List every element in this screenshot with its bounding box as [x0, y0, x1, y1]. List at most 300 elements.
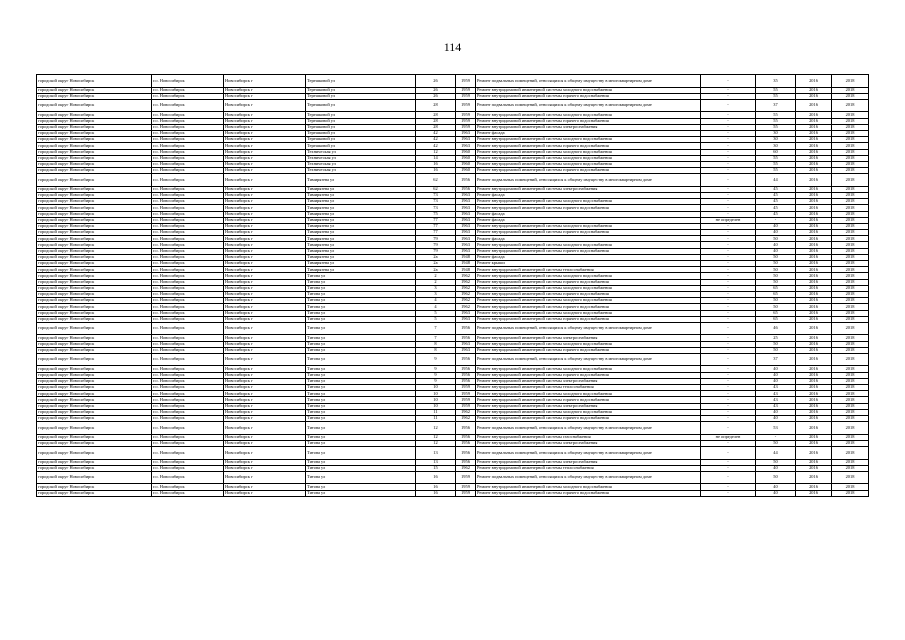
- value-cell: 46: [756, 322, 796, 335]
- work-type-cell: Ремонт внутридомовой инженерной системы горячего водоснабжения: [476, 291, 701, 297]
- value-cell: 50: [756, 347, 796, 353]
- start-year-cell: 2016: [796, 465, 832, 471]
- year-cell: 1962: [456, 285, 476, 291]
- value-cell: 40: [756, 223, 796, 229]
- status-cell: -: [701, 186, 756, 192]
- district-cell: городской округ Новосибирск: [37, 465, 152, 471]
- district-cell: городской округ Новосибирск: [37, 130, 152, 136]
- status-cell: -: [701, 273, 756, 279]
- year-cell: 1959: [456, 385, 476, 391]
- value-cell: 55: [756, 161, 796, 167]
- municipality-cell: г.о. Новосибирск: [152, 199, 224, 205]
- year-cell: 1956: [456, 186, 476, 192]
- work-type-cell: Ремонт внутридомовой инженерной системы холодного водоснабжения: [476, 223, 701, 229]
- table-row: [37, 322, 869, 335]
- work-type-cell: Ремонт подвальных помещений, относящихся к общему имуществу в многоквартирном доме: [476, 174, 701, 187]
- house-cell: 26: [416, 75, 456, 88]
- value-cell: 50: [756, 279, 796, 285]
- district-cell: городской округ Новосибирск: [37, 217, 152, 223]
- city-cell: Новосибирск г: [224, 440, 306, 446]
- start-year-cell: 2016: [796, 130, 832, 136]
- year-cell: 1963: [456, 316, 476, 322]
- end-year-cell: 2018: [832, 335, 869, 341]
- value-cell: 40: [756, 378, 796, 384]
- house-cell: 11: [416, 409, 456, 415]
- street-cell: Титова ул: [306, 471, 416, 484]
- work-type-cell: Ремонт внутридомовой инженерной системы горячего водоснабжения: [476, 205, 701, 211]
- end-year-cell: 2018: [832, 93, 869, 99]
- city-cell: Новосибирск г: [224, 291, 306, 297]
- start-year-cell: 2016: [796, 310, 832, 316]
- city-cell: Новосибирск г: [224, 174, 306, 187]
- municipality-cell: г.о. Новосибирск: [152, 143, 224, 149]
- start-year-cell: 2016: [796, 236, 832, 242]
- end-year-cell: 2018: [832, 415, 869, 421]
- house-cell: 11: [416, 415, 456, 421]
- street-cell: Терешковой ул: [306, 75, 416, 88]
- municipality-cell: г.о. Новосибирск: [152, 186, 224, 192]
- end-year-cell: 2018: [832, 99, 869, 112]
- work-type-cell: Ремонт внутридомовой инженерной системы холодного водоснабжения: [476, 155, 701, 161]
- municipality-cell: г.о. Новосибирск: [152, 149, 224, 155]
- end-year-cell: 2018: [832, 366, 869, 372]
- end-year-cell: 2018: [832, 254, 869, 260]
- house-cell: 10: [416, 403, 456, 409]
- year-cell: 1956: [456, 434, 476, 440]
- status-cell: -: [701, 168, 756, 174]
- start-year-cell: 2016: [796, 322, 832, 335]
- status-cell: -: [701, 304, 756, 310]
- end-year-cell: 2018: [832, 186, 869, 192]
- value-cell: 30: [756, 143, 796, 149]
- year-cell: 1962: [456, 279, 476, 285]
- house-cell: 7: [416, 322, 456, 335]
- status-cell: -: [701, 385, 756, 391]
- house-cell: 28: [416, 112, 456, 118]
- district-cell: городской округ Новосибирск: [37, 248, 152, 254]
- work-type-cell: Ремонт внутридомовой инженерной системы газоснабжения: [476, 434, 701, 440]
- year-cell: 1962: [456, 415, 476, 421]
- district-cell: городской округ Новосибирск: [37, 391, 152, 397]
- start-year-cell: 2016: [796, 341, 832, 347]
- start-year-cell: 2016: [796, 273, 832, 279]
- street-cell: Титова ул: [306, 465, 416, 471]
- value-cell: -: [756, 434, 796, 440]
- street-cell: Титова ул: [306, 397, 416, 403]
- value-cell: 40: [756, 465, 796, 471]
- status-cell: -: [701, 440, 756, 446]
- house-cell: 79: [416, 236, 456, 242]
- year-cell: 1963: [456, 341, 476, 347]
- status-cell: -: [701, 366, 756, 372]
- city-cell: Новосибирск г: [224, 199, 306, 205]
- district-cell: городской округ Новосибирск: [37, 385, 152, 391]
- house-cell: 42: [416, 143, 456, 149]
- city-cell: Новосибирск г: [224, 223, 306, 229]
- street-cell: Тимирязева ул: [306, 217, 416, 223]
- work-type-cell: Ремонт внутридомовой инженерной системы горячего водоснабжения: [476, 248, 701, 254]
- value-cell: 65: [756, 285, 796, 291]
- district-cell: городской округ Новосибирск: [37, 267, 152, 273]
- street-cell: Титова ул: [306, 273, 416, 279]
- municipality-cell: г.о. Новосибирск: [152, 304, 224, 310]
- city-cell: Новосибирск г: [224, 372, 306, 378]
- street-cell: Терешковой ул: [306, 93, 416, 99]
- start-year-cell: 2016: [796, 223, 832, 229]
- city-cell: Новосибирск г: [224, 385, 306, 391]
- start-year-cell: 2016: [796, 304, 832, 310]
- year-cell: 1959: [456, 87, 476, 93]
- district-cell: городской округ Новосибирск: [37, 279, 152, 285]
- city-cell: Новосибирск г: [224, 341, 306, 347]
- end-year-cell: 2018: [832, 440, 869, 446]
- value-cell: 37: [756, 99, 796, 112]
- district-cell: городской округ Новосибирск: [37, 242, 152, 248]
- status-cell: -: [701, 112, 756, 118]
- municipality-cell: г.о. Новосибирск: [152, 279, 224, 285]
- year-cell: 1959: [456, 490, 476, 496]
- street-cell: Техническая ул: [306, 161, 416, 167]
- value-cell: 50: [756, 273, 796, 279]
- city-cell: Новосибирск г: [224, 205, 306, 211]
- end-year-cell: 2018: [832, 403, 869, 409]
- status-cell: -: [701, 174, 756, 187]
- end-year-cell: 2018: [832, 143, 869, 149]
- district-cell: городской округ Новосибирск: [37, 254, 152, 260]
- street-cell: Титова ул: [306, 422, 416, 435]
- city-cell: Новосибирск г: [224, 168, 306, 174]
- status-cell: -: [701, 335, 756, 341]
- municipality-cell: г.о. Новосибирск: [152, 434, 224, 440]
- street-cell: Терешковой ул: [306, 87, 416, 93]
- house-cell: 2а: [416, 267, 456, 273]
- value-cell: 50: [756, 341, 796, 347]
- year-cell: 1956: [456, 372, 476, 378]
- end-year-cell: 2018: [832, 465, 869, 471]
- work-type-cell: Ремонт крыши: [476, 261, 701, 267]
- status-cell: -: [701, 137, 756, 143]
- start-year-cell: 2016: [796, 112, 832, 118]
- year-cell: 1956: [456, 335, 476, 341]
- street-cell: Тимирязева ул: [306, 199, 416, 205]
- start-year-cell: 2016: [796, 155, 832, 161]
- start-year-cell: 2016: [796, 149, 832, 155]
- status-cell: -: [701, 149, 756, 155]
- year-cell: 1963: [456, 223, 476, 229]
- end-year-cell: 2018: [832, 217, 869, 223]
- start-year-cell: 2016: [796, 447, 832, 460]
- work-type-cell: Ремонт внутридомовой инженерной системы горячего водоснабжения: [476, 490, 701, 496]
- start-year-cell: 2016: [796, 248, 832, 254]
- city-cell: Новосибирск г: [224, 192, 306, 198]
- status-cell: -: [701, 322, 756, 335]
- value-cell: 43: [756, 385, 796, 391]
- city-cell: Новосибирск г: [224, 298, 306, 304]
- district-cell: городской округ Новосибирск: [37, 143, 152, 149]
- status-cell: -: [701, 279, 756, 285]
- municipality-cell: г.о. Новосибирск: [152, 440, 224, 446]
- year-cell: 1956: [456, 440, 476, 446]
- value-cell: 50: [756, 440, 796, 446]
- year-cell: 1948: [456, 261, 476, 267]
- house-cell: 62: [416, 186, 456, 192]
- municipality-cell: г.о. Новосибирск: [152, 415, 224, 421]
- year-cell: 1959: [456, 118, 476, 124]
- end-year-cell: 2018: [832, 471, 869, 484]
- municipality-cell: г.о. Новосибирск: [152, 124, 224, 130]
- end-year-cell: 2018: [832, 199, 869, 205]
- table-body: [37, 75, 869, 497]
- municipality-cell: г.о. Новосибирск: [152, 341, 224, 347]
- end-year-cell: 2018: [832, 174, 869, 187]
- year-cell: 1948: [456, 267, 476, 273]
- municipality-cell: г.о. Новосибирск: [152, 137, 224, 143]
- house-cell: 28: [416, 118, 456, 124]
- value-cell: 55: [756, 93, 796, 99]
- value-cell: 45: [756, 211, 796, 217]
- work-type-cell: Ремонт внутридомовой инженерной системы холодного водоснабжения: [476, 484, 701, 490]
- start-year-cell: 2016: [796, 93, 832, 99]
- street-cell: Титова ул: [306, 409, 416, 415]
- city-cell: Новосибирск г: [224, 304, 306, 310]
- city-cell: Новосибирск г: [224, 415, 306, 421]
- municipality-cell: г.о. Новосибирск: [152, 447, 224, 460]
- end-year-cell: 2018: [832, 385, 869, 391]
- end-year-cell: 2018: [832, 322, 869, 335]
- value-cell: 45: [756, 199, 796, 205]
- district-cell: городской округ Новосибирск: [37, 261, 152, 267]
- district-cell: городской округ Новосибирск: [37, 137, 152, 143]
- municipality-cell: г.о. Новосибирск: [152, 298, 224, 304]
- house-cell: 9: [416, 353, 456, 366]
- street-cell: Тимирязева ул: [306, 267, 416, 273]
- municipality-cell: г.о. Новосибирск: [152, 353, 224, 366]
- start-year-cell: 2016: [796, 471, 832, 484]
- street-cell: Титова ул: [306, 490, 416, 496]
- municipality-cell: г.о. Новосибирск: [152, 254, 224, 260]
- start-year-cell: 2016: [796, 217, 832, 223]
- status-cell: -: [701, 391, 756, 397]
- house-cell: 77: [416, 223, 456, 229]
- start-year-cell: 2016: [796, 192, 832, 198]
- street-cell: Тимирязева ул: [306, 261, 416, 267]
- year-cell: 1959: [456, 397, 476, 403]
- value-cell: 55: [756, 124, 796, 130]
- city-cell: Новосибирск г: [224, 211, 306, 217]
- status-cell: -: [701, 353, 756, 366]
- district-cell: городской округ Новосибирск: [37, 161, 152, 167]
- value-cell: 45: [756, 192, 796, 198]
- district-cell: городской округ Новосибирск: [37, 298, 152, 304]
- start-year-cell: 2016: [796, 378, 832, 384]
- year-cell: 1960: [456, 149, 476, 155]
- end-year-cell: 2018: [832, 397, 869, 403]
- municipality-cell: г.о. Новосибирск: [152, 285, 224, 291]
- district-cell: городской округ Новосибирск: [37, 155, 152, 161]
- start-year-cell: 2016: [796, 285, 832, 291]
- district-cell: городской округ Новосибирск: [37, 87, 152, 93]
- year-cell: 1959: [456, 391, 476, 397]
- house-cell: 10: [416, 385, 456, 391]
- city-cell: Новосибирск г: [224, 403, 306, 409]
- work-type-cell: Ремонт подвальных помещений, относящихся к общему имуществу в многоквартирном доме: [476, 322, 701, 335]
- municipality-cell: г.о. Новосибирск: [152, 409, 224, 415]
- year-cell: 1956: [456, 422, 476, 435]
- start-year-cell: 2016: [796, 385, 832, 391]
- year-cell: 1956: [456, 366, 476, 372]
- value-cell: 44: [756, 447, 796, 460]
- value-cell: 40: [756, 490, 796, 496]
- status-cell: -: [701, 143, 756, 149]
- start-year-cell: 2016: [796, 291, 832, 297]
- work-type-cell: Ремонт внутридомовой инженерной системы теплоснабжения: [476, 465, 701, 471]
- city-cell: Новосибирск г: [224, 217, 306, 223]
- end-year-cell: 2018: [832, 192, 869, 198]
- year-cell: 1960: [456, 168, 476, 174]
- district-cell: городской округ Новосибирск: [37, 440, 152, 446]
- status-cell: -: [701, 230, 756, 236]
- street-cell: Титова ул: [306, 335, 416, 341]
- status-cell: -: [701, 205, 756, 211]
- value-cell: 40: [756, 242, 796, 248]
- city-cell: Новосибирск г: [224, 254, 306, 260]
- start-year-cell: 2016: [796, 397, 832, 403]
- district-cell: городской округ Новосибирск: [37, 447, 152, 460]
- end-year-cell: 2018: [832, 310, 869, 316]
- street-cell: Терешковой ул: [306, 143, 416, 149]
- start-year-cell: 2016: [796, 242, 832, 248]
- city-cell: Новосибирск г: [224, 267, 306, 273]
- year-cell: 1963: [456, 137, 476, 143]
- work-type-cell: Ремонт внутридомовой инженерной системы горячего водоснабжения: [476, 143, 701, 149]
- city-cell: Новосибирск г: [224, 143, 306, 149]
- house-cell: 14: [416, 155, 456, 161]
- house-cell: 16: [416, 168, 456, 174]
- work-type-cell: Ремонт подвальных помещений, относящихся к общему имуществу в многоквартирном доме: [476, 75, 701, 88]
- year-cell: 1959: [456, 99, 476, 112]
- end-year-cell: 2018: [832, 248, 869, 254]
- municipality-cell: г.о. Новосибирск: [152, 205, 224, 211]
- end-year-cell: 2018: [832, 149, 869, 155]
- status-cell: -: [701, 155, 756, 161]
- table-row: [37, 353, 869, 366]
- city-cell: Новосибирск г: [224, 484, 306, 490]
- end-year-cell: 2018: [832, 137, 869, 143]
- year-cell: 1963: [456, 248, 476, 254]
- value-cell: 50: [756, 471, 796, 484]
- end-year-cell: 2018: [832, 155, 869, 161]
- work-type-cell: Ремонт подвальных помещений, относящихся к общему имуществу в многоквартирном доме: [476, 353, 701, 366]
- district-cell: городской округ Новосибирск: [37, 99, 152, 112]
- table-row: [37, 422, 869, 435]
- work-type-cell: Ремонт внутридомовой инженерной системы горячего водоснабжения: [476, 415, 701, 421]
- year-cell: 1963: [456, 242, 476, 248]
- work-type-cell: Ремонт внутридомовой инженерной системы электроснабжения: [476, 335, 701, 341]
- end-year-cell: 2018: [832, 490, 869, 496]
- year-cell: 1963: [456, 192, 476, 198]
- work-type-cell: Ремонт внутридомовой инженерной системы холодного водоснабжения: [476, 137, 701, 143]
- year-cell: 1963: [456, 205, 476, 211]
- city-cell: Новосибирск г: [224, 347, 306, 353]
- municipality-cell: г.о. Новосибирск: [152, 273, 224, 279]
- city-cell: Новосибирск г: [224, 310, 306, 316]
- start-year-cell: 2016: [796, 316, 832, 322]
- municipality-cell: г.о. Новосибирск: [152, 465, 224, 471]
- house-cell: 42: [416, 137, 456, 143]
- district-cell: городской округ Новосибирск: [37, 192, 152, 198]
- value-cell: 50: [756, 261, 796, 267]
- house-cell: 10: [416, 391, 456, 397]
- start-year-cell: 2016: [796, 161, 832, 167]
- municipality-cell: г.о. Новосибирск: [152, 459, 224, 465]
- value-cell: 40: [756, 409, 796, 415]
- value-cell: 50: [756, 304, 796, 310]
- house-cell: 7: [416, 335, 456, 341]
- house-cell: 79: [416, 242, 456, 248]
- street-cell: Титова ул: [306, 316, 416, 322]
- status-cell: -: [701, 99, 756, 112]
- status-cell: -: [701, 248, 756, 254]
- work-type-cell: Ремонт внутридомовой инженерной системы холодного водоснабжения: [476, 161, 701, 167]
- year-cell: 1962: [456, 409, 476, 415]
- work-type-cell: Ремонт подвальных помещений, относящихся к общему имуществу в многоквартирном доме: [476, 471, 701, 484]
- start-year-cell: 2016: [796, 490, 832, 496]
- district-cell: городской округ Новосибирск: [37, 316, 152, 322]
- street-cell: Титова ул: [306, 415, 416, 421]
- district-cell: городской округ Новосибирск: [37, 93, 152, 99]
- work-type-cell: Ремонт внутридомовой инженерной системы холодного водоснабжения: [476, 285, 701, 291]
- street-cell: Тимирязева ул: [306, 254, 416, 260]
- start-year-cell: 2016: [796, 99, 832, 112]
- value-cell: 55: [756, 112, 796, 118]
- street-cell: Титова ул: [306, 310, 416, 316]
- status-cell: -: [701, 192, 756, 198]
- municipality-cell: г.о. Новосибирск: [152, 267, 224, 273]
- status-cell: -: [701, 310, 756, 316]
- municipality-cell: г.о. Новосибирск: [152, 248, 224, 254]
- house-cell: 62: [416, 174, 456, 187]
- district-cell: городской округ Новосибирск: [37, 199, 152, 205]
- year-cell: 1948: [456, 254, 476, 260]
- status-cell: -: [701, 118, 756, 124]
- street-cell: Титова ул: [306, 341, 416, 347]
- city-cell: Новосибирск г: [224, 447, 306, 460]
- end-year-cell: 2018: [832, 87, 869, 93]
- city-cell: Новосибирск г: [224, 409, 306, 415]
- status-cell: -: [701, 93, 756, 99]
- city-cell: Новосибирск г: [224, 248, 306, 254]
- year-cell: 1959: [456, 403, 476, 409]
- status-cell: -: [701, 242, 756, 248]
- house-cell: 28: [416, 99, 456, 112]
- house-cell: 12: [416, 440, 456, 446]
- city-cell: Новосибирск г: [224, 490, 306, 496]
- municipality-cell: г.о. Новосибирск: [152, 490, 224, 496]
- street-cell: Тимирязева ул: [306, 205, 416, 211]
- repair-schedule-table: [36, 74, 869, 497]
- street-cell: Тимирязева ул: [306, 236, 416, 242]
- district-cell: городской округ Новосибирск: [37, 75, 152, 88]
- house-cell: 3: [416, 291, 456, 297]
- work-type-cell: Ремонт внутридомовой инженерной системы холодного водоснабжения: [476, 242, 701, 248]
- street-cell: Терешковой ул: [306, 112, 416, 118]
- status-cell: -: [701, 87, 756, 93]
- city-cell: Новосибирск г: [224, 137, 306, 143]
- work-type-cell: Ремонт подвальных помещений, относящихся к общему имуществу в многоквартирном доме: [476, 422, 701, 435]
- end-year-cell: 2018: [832, 211, 869, 217]
- house-cell: 73: [416, 199, 456, 205]
- value-cell: 50: [756, 254, 796, 260]
